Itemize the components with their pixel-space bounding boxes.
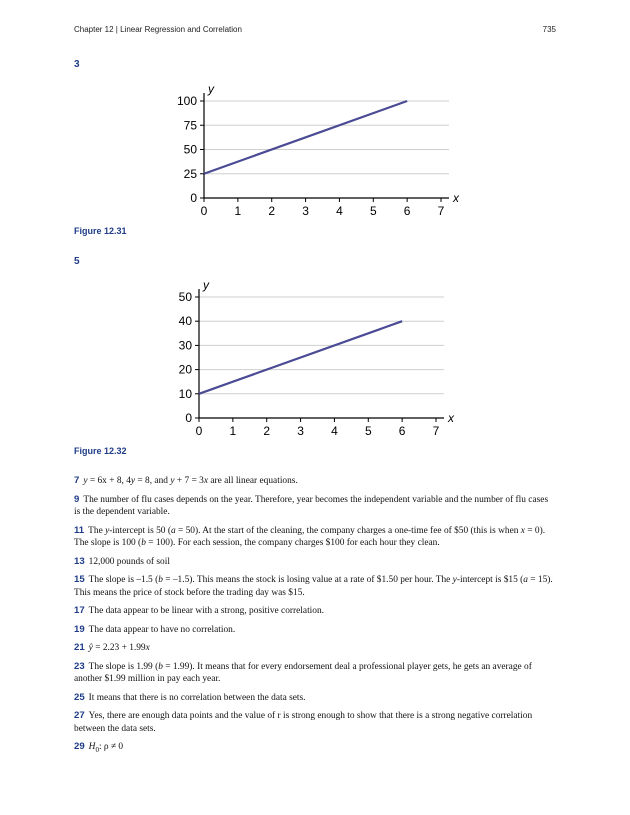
x-tick-label: 6 xyxy=(403,204,411,218)
answer-text: = 100). For each session, the company charges $100 for each hour they clean. xyxy=(145,538,440,548)
answer-number: 9 xyxy=(74,493,80,505)
y-tick-label: 10 xyxy=(178,386,192,401)
answer-19 xyxy=(74,624,556,637)
y-tick-label: 0 xyxy=(190,191,197,205)
y-tick-label: 0 xyxy=(185,411,192,425)
chart-figure-12-31 xyxy=(170,82,470,227)
y-axis-label: y xyxy=(208,82,214,96)
answer-text: : ρ ≠ 0 xyxy=(98,742,124,752)
answer-text: The number of flu cases depends on the year. Therefore, year becomes the independent variable and the number of flu cases is the dependent variable. xyxy=(74,494,549,517)
problem-number-3: 3 xyxy=(74,59,80,70)
x-tick-label: 1 xyxy=(229,424,237,438)
x-tick-label: 7 xyxy=(432,424,440,438)
answer-text: The data appear to have no correlation. xyxy=(88,624,236,635)
answer-number: 7 xyxy=(74,475,80,486)
series-line xyxy=(204,101,407,174)
answer-number: 27 xyxy=(74,710,85,721)
answer-27 xyxy=(74,710,556,735)
series-line xyxy=(199,321,402,394)
answer-21 xyxy=(74,642,556,655)
answer-number: 11 xyxy=(74,524,85,536)
var-y-hat: ŷ xyxy=(88,643,93,653)
subscript-zero: 0 xyxy=(95,745,99,754)
y-tick-label: 100 xyxy=(176,94,197,108)
var-x: x xyxy=(203,476,208,486)
y-tick-label: 40 xyxy=(178,314,192,329)
answer-text: The slope is 1.99 ( xyxy=(88,661,159,672)
var-a: a xyxy=(523,575,528,585)
var-b: b xyxy=(158,575,163,585)
eq-text: = 6x + 8, 4 xyxy=(87,476,131,486)
figure-caption-12-32: Figure 12.32 xyxy=(74,446,127,456)
answer-number: 19 xyxy=(74,623,85,635)
page-header xyxy=(74,25,556,39)
var-x: x xyxy=(145,643,150,653)
answer-17 xyxy=(74,605,556,618)
answer-text: = 2.23 + 1.99 xyxy=(92,643,146,653)
answer-text: -intercept is 50 ( xyxy=(109,525,171,536)
problem-number-5: 5 xyxy=(74,256,80,267)
var-y: y xyxy=(130,476,136,486)
answer-number: 29 xyxy=(74,741,85,752)
y-tick-label: 50 xyxy=(178,290,192,304)
answer-29 xyxy=(74,741,556,756)
var-b: b xyxy=(158,661,163,672)
var-y: y xyxy=(452,575,457,585)
answer-text: -intercept is $15 ( xyxy=(456,575,524,585)
x-axis-label: x xyxy=(448,411,454,425)
answer-7 xyxy=(74,475,556,488)
answer-text: Yes, there are enough data points and the value of r is strong enough to show that there is a strong negative correlation between the data sets. xyxy=(74,711,533,734)
x-tick-label: 5 xyxy=(369,204,377,218)
answer-text: = 15). This means the price of stock before the trading day was $15. xyxy=(74,575,553,598)
var-y: y xyxy=(170,476,175,486)
var-x: x xyxy=(520,525,525,536)
answer-number: 21 xyxy=(74,642,85,653)
answer-25 xyxy=(74,692,556,705)
answer-text: The xyxy=(88,525,106,536)
var-y: y xyxy=(83,476,88,486)
page-number: 735 xyxy=(542,25,556,34)
x-tick-label: 0 xyxy=(195,424,203,438)
answer-number: 17 xyxy=(74,605,85,616)
chapter-title: Chapter 12 | Linear Regression and Correlation xyxy=(74,25,242,34)
x-tick-label: 4 xyxy=(336,204,343,218)
eq-text: = 8, and xyxy=(135,476,171,486)
var-b: b xyxy=(141,538,146,548)
y-tick-label: 30 xyxy=(178,338,192,353)
figure-caption-12-31: Figure 12.31 xyxy=(74,226,127,236)
y-axis-label: y xyxy=(203,278,209,292)
eq-text: + 7 = 3 xyxy=(174,476,204,486)
answer-text: = 1.99). It means that for every endorsement deal a professional player gets, he gets an average of another $1.99 million in pay each year. xyxy=(74,661,532,684)
x-tick-label: 2 xyxy=(268,204,276,218)
answer-13 xyxy=(74,556,556,569)
answer-number: 15 xyxy=(74,574,85,585)
answer-number: 25 xyxy=(74,691,85,703)
answer-23 xyxy=(74,661,556,686)
chart-figure-12-32 xyxy=(170,280,470,445)
answer-text: The data appear to be linear with a strong, positive correlation. xyxy=(88,606,325,616)
answer-text: The slope is –1.5 ( xyxy=(88,575,159,585)
y-tick-label: 25 xyxy=(183,166,197,181)
x-tick-label: 1 xyxy=(234,204,242,218)
y-tick-label: 20 xyxy=(178,362,192,377)
answer-list xyxy=(74,475,556,762)
answer-11 xyxy=(74,525,556,550)
var-y: y xyxy=(105,525,110,536)
answer-text: 12,000 pounds of soil xyxy=(88,556,170,567)
var-h: H xyxy=(88,742,96,752)
answer-number: 23 xyxy=(74,660,85,672)
x-tick-label: 2 xyxy=(263,424,271,438)
answer-number: 13 xyxy=(74,555,85,567)
answer-text: = 0). The slope is 100 ( xyxy=(74,525,546,548)
x-tick-label: 5 xyxy=(364,424,372,438)
x-tick-label: 4 xyxy=(331,424,338,438)
x-tick-label: 3 xyxy=(297,424,304,438)
x-tick-label: 3 xyxy=(302,204,309,218)
y-tick-label: 75 xyxy=(183,118,197,133)
var-a: a xyxy=(170,525,176,536)
x-tick-label: 6 xyxy=(398,424,406,438)
answer-text: It means that there is no correlation between the data sets. xyxy=(88,692,306,703)
answer-15 xyxy=(74,574,556,599)
answer-text: = 50). At the start of the cleaning, the company charges a one-time fee of $50 (this is when xyxy=(175,525,521,536)
answer-9 xyxy=(74,494,556,519)
x-tick-label: 7 xyxy=(437,204,445,218)
y-tick-label: 50 xyxy=(183,142,197,157)
x-tick-label: 0 xyxy=(200,204,208,218)
answer-text: = –1.5). This means the stock is losing value at a rate of $1.50 per hour. The xyxy=(162,575,453,585)
eq-text: are all linear equations. xyxy=(207,476,298,486)
x-axis-label: x xyxy=(453,191,459,205)
